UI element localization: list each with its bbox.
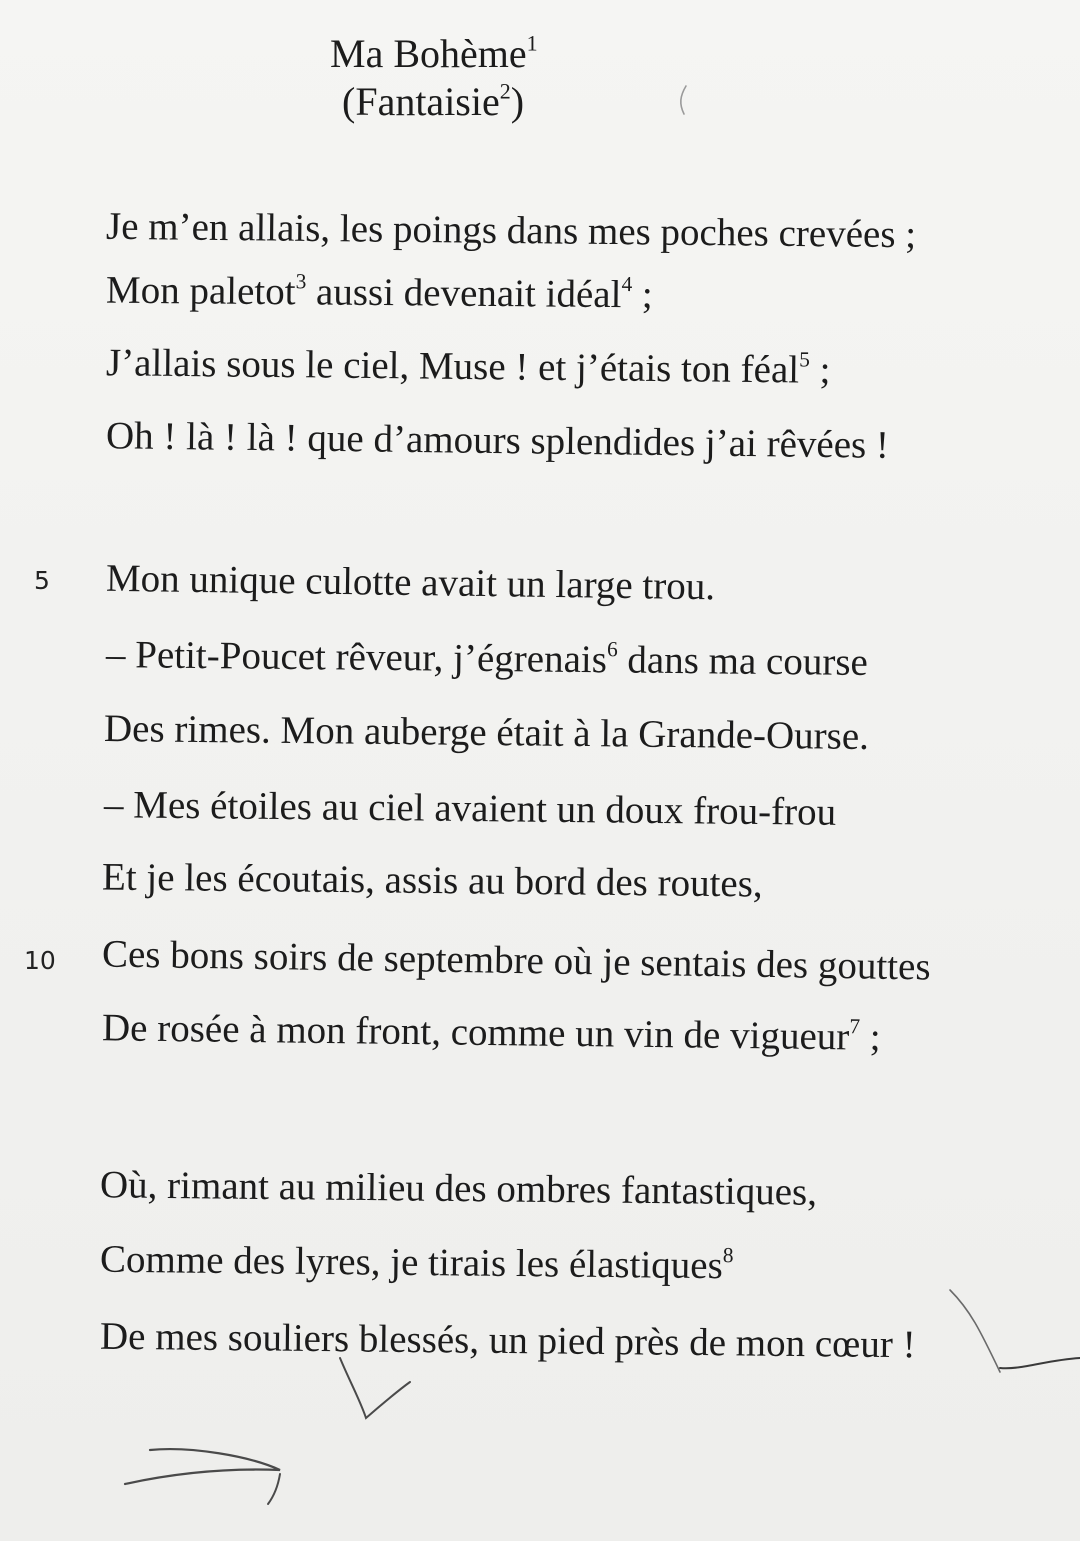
pencil-mark-bottom-scribble — [125, 1449, 280, 1484]
verse-line-5: Mon unique culotte avait un large trou. — [105, 556, 716, 609]
verse-line-8: – Mes étoiles au ciel avaient un doux frou-frou — [103, 783, 837, 834]
poem-title-main: Ma Bohème$^1$ — [330, 30, 538, 76]
pencil-mark-title-stroke — [681, 86, 686, 114]
footnote-marker-7: 7 — [849, 1014, 861, 1039]
verse-line-1: Je m’en allais, les poings dans mes poches crevées ; — [105, 204, 917, 257]
verse-line-11: De rosée à mon front, comme un vin de vigueur$^7$ ; — [101, 1006, 881, 1059]
verse-line-14: De mes souliers blessés, un pied près de mon cœur ! — [99, 1314, 916, 1367]
pencil-mark-bottom-tail — [268, 1474, 280, 1504]
verse-line-12: Où, rimant au milieu des ombres fantastiques, — [99, 1163, 818, 1214]
verse-line-4: Oh ! là ! là ! que d’amours splendides j’ai rêvées ! — [105, 414, 890, 467]
verse-line-7: Des rimes. Mon auberge était à la Grande-Ourse. — [103, 706, 870, 759]
poem-subtitle: (Fantaisie$^2$) — [342, 78, 525, 124]
footnote-marker-3: 3 — [295, 269, 307, 294]
verse-line-13: Comme des lyres, je tirais les élastiques$^8$ — [99, 1237, 734, 1288]
verse-line-10: Ces bons soirs de septembre où je sentais des gouttes — [101, 932, 931, 989]
footnote-marker-2: 2 — [499, 78, 511, 104]
footnote-marker-6: 6 — [606, 637, 618, 662]
line-number-10: 10 — [24, 946, 56, 975]
footnote-marker-4: 4 — [621, 272, 633, 297]
verse-line-2: Mon paletot$^3$ aussi devenait idéal$^4$ ; — [105, 268, 653, 317]
verse-line-9: Et je les écoutais, assis au bord des routes, — [101, 855, 763, 906]
footnote-marker-1: 1 — [526, 30, 538, 56]
poem-title — [330, 30, 630, 126]
line-number-5: 5 — [34, 566, 50, 595]
verse-line-3: J’allais sous le ciel, Muse ! et j’étais ton féal$^5$ ; — [105, 341, 831, 392]
footnote-marker-5: 5 — [799, 347, 811, 372]
pencil-mark-right-curve — [950, 1290, 1000, 1372]
footnote-marker-8: 8 — [722, 1243, 734, 1268]
verse-line-6: – Petit-Poucet rêveur, j’égrenais$^6$ dans ma course — [105, 633, 869, 684]
pencil-mark-underline — [340, 1358, 410, 1418]
pencil-mark-end-of-line — [1000, 1358, 1080, 1368]
